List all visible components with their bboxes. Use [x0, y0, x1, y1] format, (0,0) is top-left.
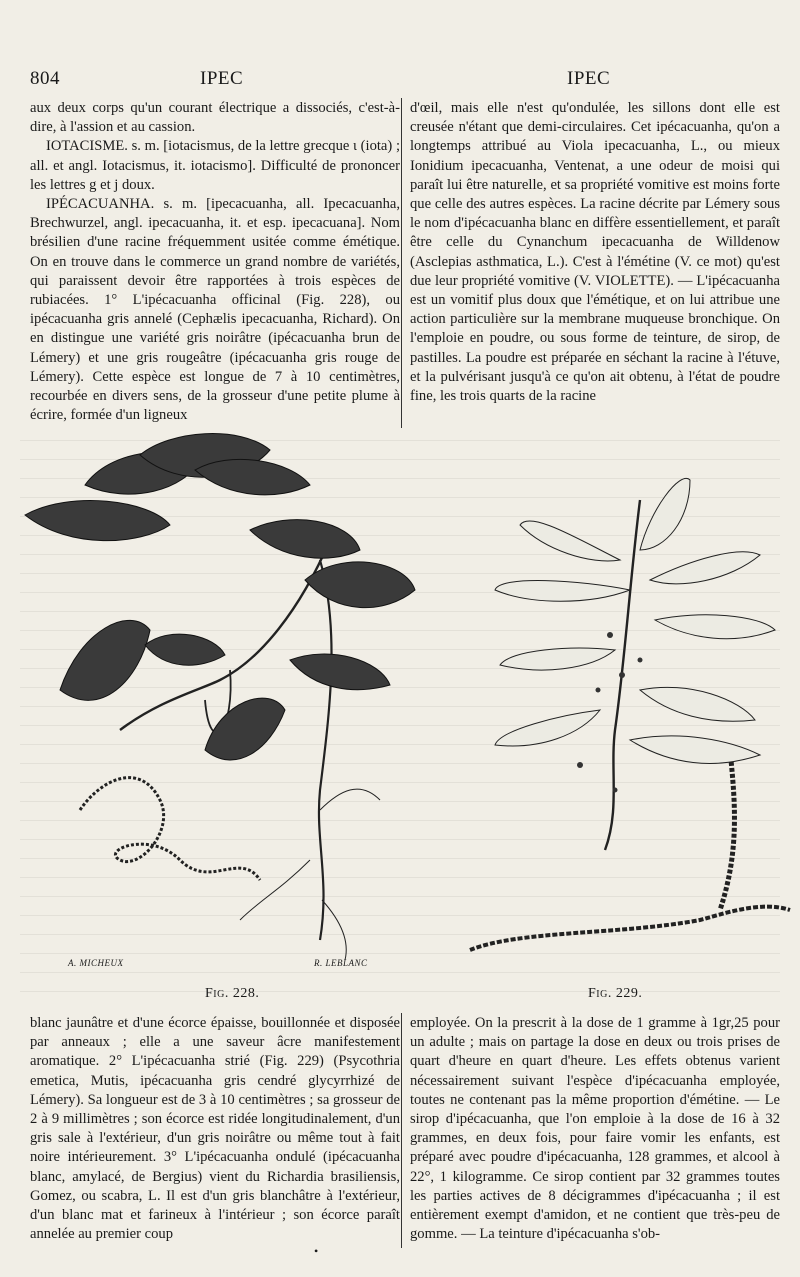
entry-iotacisme: IOTACISME. s. m. [iotacismus, de la lettre grecque ι (iota) ; all. et angl. Iotacismus, it. iotacismo]. Difficulté de prononcer les lettres g et j doux.	[30, 138, 400, 193]
paragraph: blanc jaunâtre et d'une écorce épaisse, bouillonnée et disposée par anneaux ; elle a une saveur âcre manifestement aromatique. 2° L'ipécacuanha strié (Fig. 229) (Psycothria emetica, Mutis, ipécacuanha gris cendré glycyrrhizé de Lémery). Sa longueur est de 3 à 10 centimètres ; sa grosseur de 2 à 9 millimètres ; son écorce est ridée longitudinalement, d'un gris sale à l'extérieur, d'un gris noirâtre ou même tout à fait noire intérieurement. 3° L'ipécacuanha ondulé (ipécacuanha blanc, amylacé, de Bergius) vient du Richardia brasiliensis, Gomez, ou scabra, L. Il est d'un gris blanchâtre à l'extérieur, d'un blanc mat et farineux à l'intérieur ; son écorce paraît annelée au premier coup	[30, 1015, 400, 1243]
column-divider-top	[401, 98, 402, 428]
footer-mark: •	[314, 1244, 319, 1258]
figure-228-caption: Fig. 228.	[205, 986, 260, 1001]
left-running-head: IPEC	[200, 68, 244, 89]
figures-area	[0, 430, 800, 1010]
entry-ipecacuanha: IPÉCACUANHA. s. m. [ipecacuanha, all. Ipecacuanha, Brechwurzel, angl. ipecacuanha, it. et esp. ipecacuana]. Nom brésilien d'une racine fréquemment usitée comme émétique. On en trouve dans le commerce un grand nombre de variétés, qui paraissent devoir être rapportées à trois espèces de rubiacées. 1° L'ipécacuanha officinal (Fig. 228), ou ipécacuanha gris annelé (Cephælis ipecacuanha, Richard). On en distingue une variété gris noirâtre (ipécacuanha brun de Lémery) et une gris rougeâtre (ipécacuanha gris rouge de Lémery). Cette espèce est longue de 7 à 10 centimètres, recourbée en divers sens, de la grosseur d'une petite plume à écrire, formée d'un ligneux	[30, 196, 400, 424]
running-header	[0, 68, 800, 98]
column-divider-bottom	[401, 1013, 402, 1248]
paragraph: d'œil, mais elle n'est qu'ondulée, les sillons dont elle est creusée n'étant que demi-circulaires. Cet ipécacuanha, qu'on a longtemps attribué au Viola ipecacuanha, L., ou mieux Ionidium ipecacuanha, Ventenat, a une odeur de moisi qui paraît lui être naturelle, et sa propriété vomitive est moins forte que celle des autres espèces. La racine décrite par Lémery sous le nom d'ipécacuanha blanc en diffère essentiellement, et paraît être celle du Cynanchum ipecacuanha de Willdenow (Asclepias asthmatica, L.). C'est à l'émétine (V. ce mot) qu'est due leur propriété vomitive (V. VIOLETTE). — L'ipécacuanha est un vomitif plus doux que l'émétique, et on lui attribue une action particulière sur la membrane muqueuse bronchique. On l'emploie en poudre, ou sous forme de teinture, de sirop, de pastilles. La poudre est préparée en séchant la racine à l'étuve, et la pulvérisant jusqu'à ce qu'on ait obtenu, à l'état de poudre fine, les trois quarts de la racine	[410, 100, 780, 405]
left-column-bottom	[30, 1014, 400, 1244]
fig-228-illustration	[25, 434, 415, 960]
botanical-illustrations	[0, 430, 800, 1010]
paragraph: employée. On la prescrit à la dose de 1 gramme à 1gr,25 pour un adulte ; mais on partage la dose en deux ou trois prises de quart d'heure en quart d'heure. Les effets obtenus varient nécessairement suivant l'espèce d'ipécacuanha employée, toutes ne contenant pas la même proportion d'émétine. — Le sirop d'ipécacuanha, que l'on emploie à la dose de 16 à 32 grammes, en deux fois, pour faire vomir les enfants, est préparé avec poudre d'ipécacuanha, 128 grammes, et alcool à 22°, 1 kilogramme. Ce sirop contient par 32 grammes toutes les parties actives de 8 décigrammes d'ipécacuanha ; il est entièrement exempt d'amidon, et ne contient que très-peu de gomme. — La teinture d'ipécacuanha s'ob-	[410, 1015, 780, 1243]
figure-229-caption: Fig. 229.	[588, 986, 643, 1001]
right-running-head: IPEC	[567, 68, 611, 89]
engraver-signature-right: R. LEBLANC	[314, 958, 368, 968]
right-column-bottom	[410, 1014, 780, 1244]
page-number: 804	[30, 68, 60, 89]
right-column-top	[410, 99, 780, 406]
engraver-signature-left: A. MICHEUX	[68, 958, 124, 968]
fig-229-illustration	[470, 478, 790, 950]
left-column-top	[30, 99, 400, 425]
paragraph: aux deux corps qu'un courant électrique a dissociés, c'est-à-dire, à l'assion et au cassion.	[30, 100, 400, 136]
